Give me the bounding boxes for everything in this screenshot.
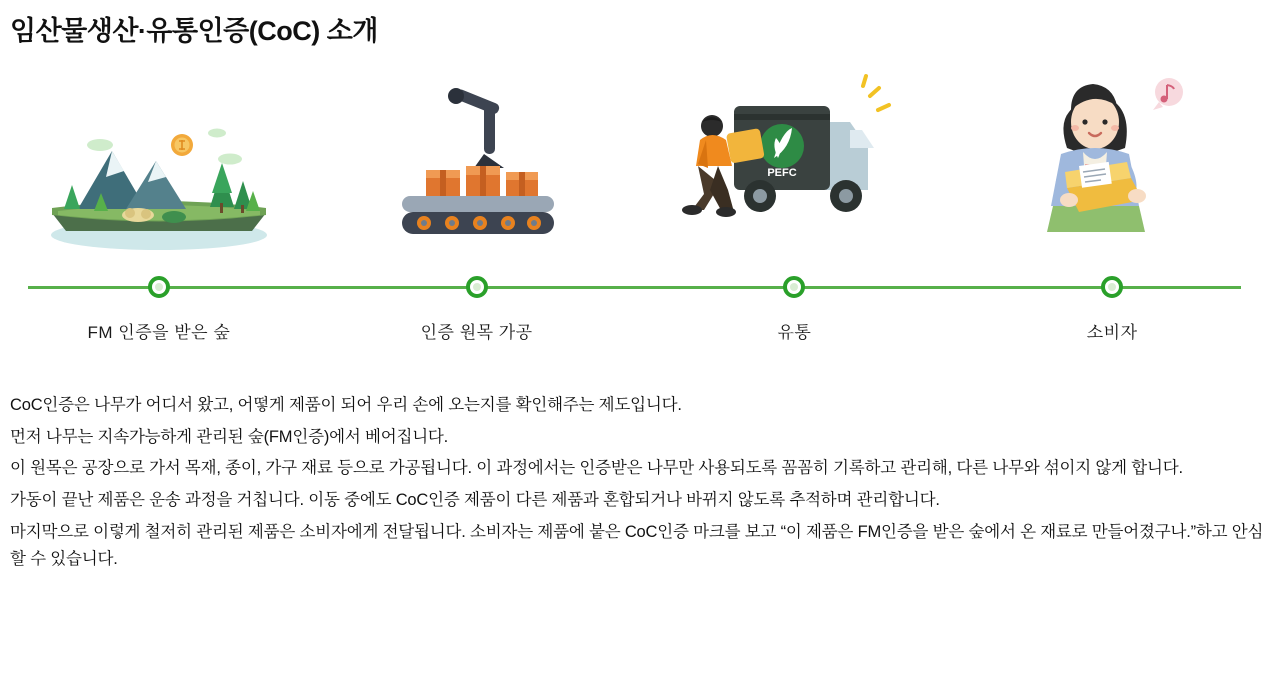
step-label-processing: 인증 원목 가공 bbox=[420, 323, 533, 342]
step-label-forest: FM 인증을 받은 숲 bbox=[87, 323, 231, 342]
svg-text:PEFC: PEFC bbox=[767, 167, 798, 179]
step-label-distribution: 유통 bbox=[777, 323, 812, 342]
process-diagram bbox=[0, 60, 1271, 360]
timeline-node-consumer bbox=[1101, 276, 1123, 298]
timeline-node-distribution bbox=[783, 276, 805, 298]
process-step-forest[interactable] bbox=[0, 60, 318, 360]
description-block bbox=[10, 392, 1264, 577]
forest-illustration-icon bbox=[0, 60, 318, 260]
process-steps bbox=[0, 60, 1271, 360]
description-paragraph-2: 먼저 나무는 지속가능하게 관리된 숲(FM인증)에서 베어집니다. bbox=[10, 427, 449, 446]
process-step-distribution[interactable] bbox=[636, 60, 954, 360]
process-step-consumer[interactable] bbox=[953, 60, 1271, 360]
timeline-node-forest bbox=[148, 276, 170, 298]
description-paragraph-3: 이 원목은 공장으로 가서 목재, 종이, 가구 재료 등으로 가공됩니다. 이 과정에서는 인증받은 나무만 사용되도록 꼼꼼히 기록하고 관리해, 다른 나무와 섞이지 않게 합니다. bbox=[10, 459, 1183, 478]
description-paragraph-5: 마지막으로 이렇게 철저히 관리된 제품은 소비자에게 전달됩니다. 소비자는 제품에 붙은 CoC인증 마크를 보고 “이 제품은 FM인증을 받은 숲에서 온 재료로 만들어졌구나.”하고 안심할 수 있습니다. bbox=[10, 522, 1264, 568]
description-paragraph-1: CoC인증은 나무가 어디서 왔고, 어떻게 제품이 되어 우리 손에 오는지를 확인해주는 제도입니다. bbox=[10, 396, 682, 414]
description-paragraph-4: 가동이 끝난 제품은 운송 과정을 거칩니다. 이동 중에도 CoC인증 제품이 다른 제품과 혼합되거나 바뀌지 않도록 추적하며 관리합니다. bbox=[10, 491, 940, 510]
conveyor-illustration-icon bbox=[318, 60, 636, 260]
delivery-truck-illustration-icon bbox=[636, 60, 954, 260]
timeline-node-processing bbox=[466, 276, 488, 298]
page-header bbox=[0, 0, 1271, 56]
step-label-consumer: 소비자 bbox=[1086, 323, 1138, 342]
page-title: 임산물생산·유통인증(CoC) 소개 bbox=[10, 15, 378, 46]
consumer-illustration-icon bbox=[953, 60, 1271, 260]
process-step-processing[interactable] bbox=[318, 60, 636, 360]
